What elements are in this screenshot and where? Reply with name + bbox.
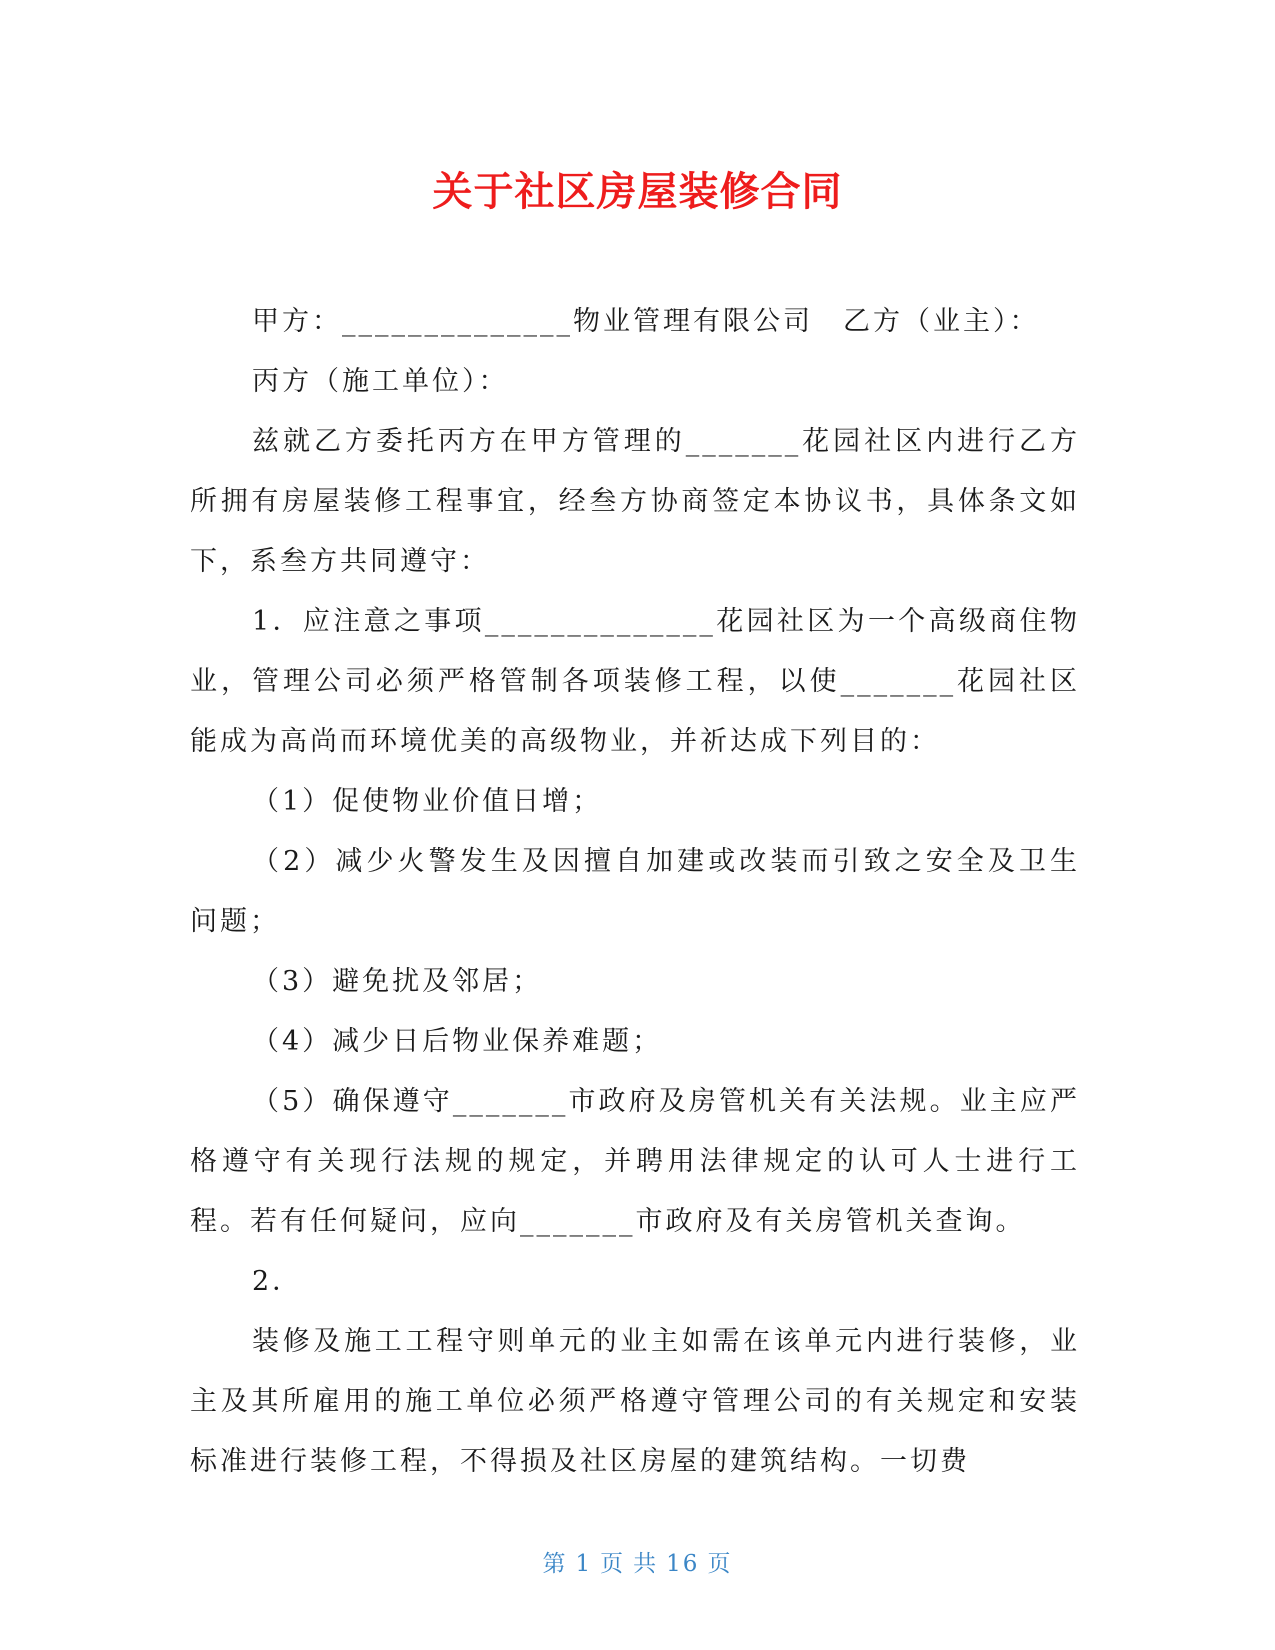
page-footer <box>0 1545 1275 1578</box>
footer-suffix: 页 <box>707 1551 733 1577</box>
clause-1-item-1: （1）促使物业价值日增； <box>252 786 603 817</box>
clause-2-paragraph: 装修及施工工程守则单元的业主如需在该单元内进行装修，业主及其所雇用的施工单位必须严格遵守管理公司的有关规定和安装标准进行装修工程，不得损及社区房屋的建筑结构。一切费 <box>190 1326 1080 1477</box>
footer-current-page: 1 <box>575 1551 593 1577</box>
clause-1-item-3: （3）避免扰及邻居； <box>252 966 543 997</box>
party-a-b-line: 甲方：______________物业管理有限公司 乙方（业主）： <box>252 306 1040 337</box>
clause-1-paragraph: 1．应注意之事项______________花园社区为一个高级商住物业，管理公司必须严格管制各项装修工程，以使_______花园社区能成为高尚而环境优美的高级物业，并祈达成下列目的： <box>190 606 1080 757</box>
document-body <box>190 292 1080 1492</box>
document-title: 关于社区房屋装修合同 <box>432 169 843 215</box>
clause-1-item-4: （4）减少日后物业保养难题； <box>252 1026 663 1057</box>
footer-total-label: 共 <box>633 1551 659 1577</box>
preamble-paragraph: 兹就乙方委托丙方在甲方管理的_______花园社区内进行乙方所拥有房屋装修工程事宜，经叁方协商签定本协议书，具体条文如下，系叁方共同遵守： <box>190 426 1080 577</box>
footer-page-label: 页 <box>600 1551 626 1577</box>
footer-prefix: 第 <box>542 1551 568 1577</box>
footer-total-pages: 16 <box>666 1551 700 1577</box>
clause-1-item-5: （5）确保遵守_______市政府及房管机关有关法规。业主应严格遵守有关现行法规的规定，并聘用法律规定的认可人士进行工程。若有任何疑问，应向_______市政府及有关房管机关查询。 <box>190 1086 1080 1237</box>
clause-1-item-2: （2）减少火警发生及因擅自加建或改装而引致之安全及卫生问题； <box>190 846 1080 937</box>
clause-2-heading: 2． <box>252 1266 303 1297</box>
party-c-line: 丙方（施工单位）： <box>252 366 509 397</box>
